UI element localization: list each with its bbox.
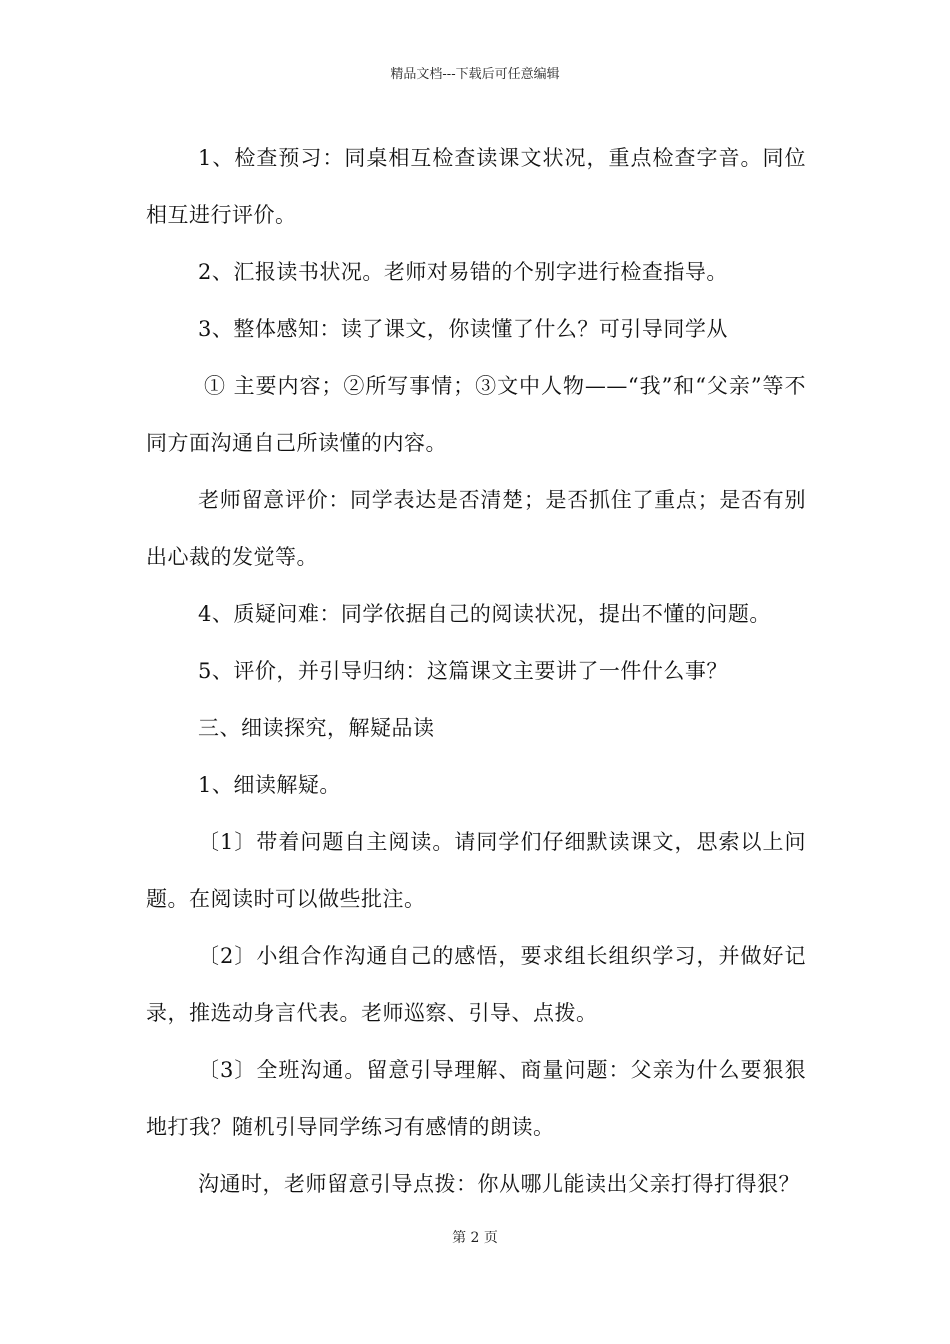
paragraph-questioning: 4、质疑问难：同学依据自己的阅读状况，提出不懂的问题。 [198,602,771,626]
paragraph-content-aspects: ① 主要内容；②所写事情；③文中人物——“我”和“父亲”等不同方面沟通自己所读懂的内容。 [146,374,806,455]
paragraph-step-1: 〔1〕带着问题自主阅读。请同学们仔细默读课文，思索以上问题。在阅读时可以做些批注。 [146,830,806,911]
page-footer: 第 2 页 [452,1230,498,1246]
paragraph-check-preview: 1、检查预习：同桌相互检查读课文状况，重点检查字音。同位相互进行评价。 [146,146,806,227]
paragraph-step-3: 〔3〕全班沟通。留意引导理解、商量问题：父亲为什么要狠狠地打我？随机引导同学练习有感情的朗读。 [146,1058,806,1139]
document-body [146,130,806,1213]
paragraph-step-2: 〔2〕小组合作沟通自己的感悟，要求组长组织学习，并做好记录，推选动身言代表。老师巡察、引导、点拨。 [146,944,806,1025]
section-heading-close-reading: 三、细读探究，解疑品读 [198,716,435,740]
paragraph-overall-perception: 3、整体感知：读了课文，你读懂了什么？可引导同学从 [198,317,728,341]
paragraph-report-reading: 2、汇报读书状况。老师对易错的个别字进行检查指导。 [198,260,728,284]
paragraph-guidance: 沟通时，老师留意引导点拨：你从哪儿能读出父亲打得打得狠？ [198,1172,800,1196]
page-header: 精品文档---下载后可任意编辑 [390,67,560,82]
paragraph-summarize: 5、评价，并引导归纳：这篇课文主要讲了一件什么事？ [198,659,728,683]
paragraph-close-reading: 1、细读解疑。 [198,773,341,797]
paragraph-teacher-evaluation: 老师留意评价：同学表达是否清楚；是否抓住了重点；是否有别出心裁的发觉等。 [146,488,806,569]
